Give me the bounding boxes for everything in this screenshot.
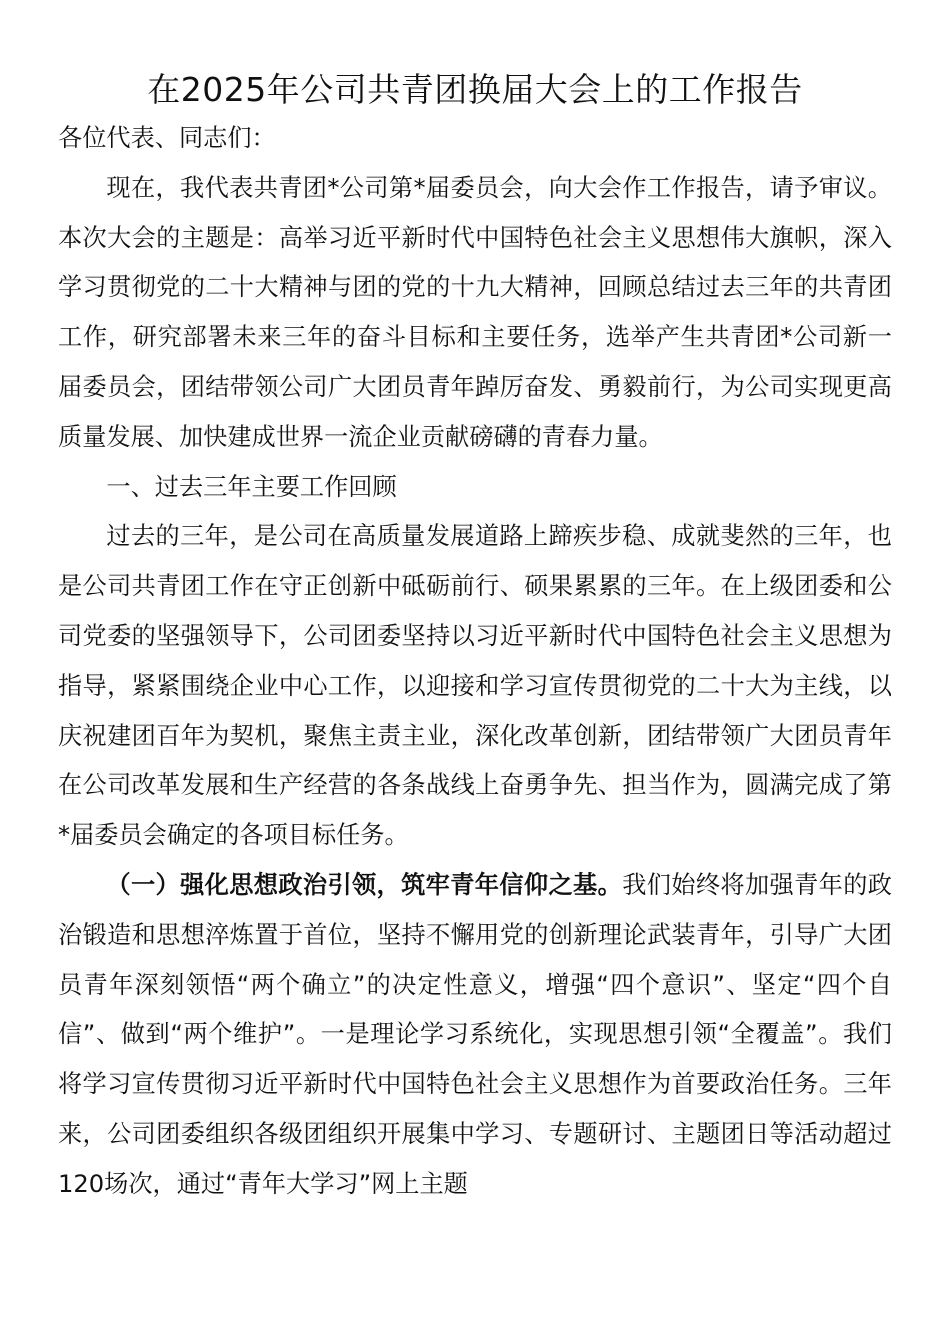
document-title: 在2025年公司共青团换届大会上的工作报告 bbox=[147, 70, 803, 109]
subsection-heading: （一）强化思想政治引领，筑牢青年信仰之基。 bbox=[106, 870, 623, 899]
paragraph-intro: 现在，我代表共青团*公司第*届委员会，向大会作工作报告，请予审议。本次大会的主题是：高举习近平新时代中国特色社会主义思想伟大旗帜，深入学习贯彻党的二十大精神与团的党的十九大精神，回顾总结过去三年的共青团工作，研究部署未来三年的奋斗目标和主要任务，选举产生共青团*公司新一届委员会，团结带领公司广大团员青年踔厉奋发、勇毅前行，为公司实现更高质量发展、加快建成世界一流企业贡献磅礴的青春力量。 bbox=[58, 173, 892, 451]
document-body bbox=[58, 114, 892, 1210]
section-heading: 一、过去三年主要工作回顾 bbox=[106, 472, 397, 501]
paragraph-section1 bbox=[58, 861, 892, 1210]
salutation: 各位代表、同志们： bbox=[58, 124, 276, 152]
paragraph-review: 过去的三年，是公司在高质量发展道路上蹄疾步稳、成就斐然的三年，也是公司共青团工作在守正创新中砥砺前行、硕果累累的三年。在上级团委和公司党委的坚强领导下，公司团委坚持以习近平新时代中国特色社会主义思想为指导，紧紧围绕企业中心工作，以迎接和学习宣传贯彻党的二十大为主线，以庆祝建团百年为契机，聚焦主责主业，深化改革创新，团结带领广大团员青年在公司改革发展和生产经营的各条战线上奋勇争先、担当作为，圆满完成了第*届委员会确定的各项目标任务。 bbox=[58, 522, 892, 850]
subsection-text: 我们始终将加强青年的政治锻造和思想淬炼置于首位，坚持不懈用党的创新理论武装青年，引导广大团员青年深刻领悟“两个确立”的决定性意义，增强“四个意识”、坚定“四个自信”、做到“两个维护”。一是理论学习系统化，实现思想引领“全覆盖”。我们将学习宣传贯彻习近平新时代中国特色社会主义思想作为首要政治任务。三年来，公司团委组织各级团组织开展集中学习、专题研讨、主题团日等活动超过120场次，通过“青年大学习”网上主题 bbox=[58, 870, 892, 1198]
